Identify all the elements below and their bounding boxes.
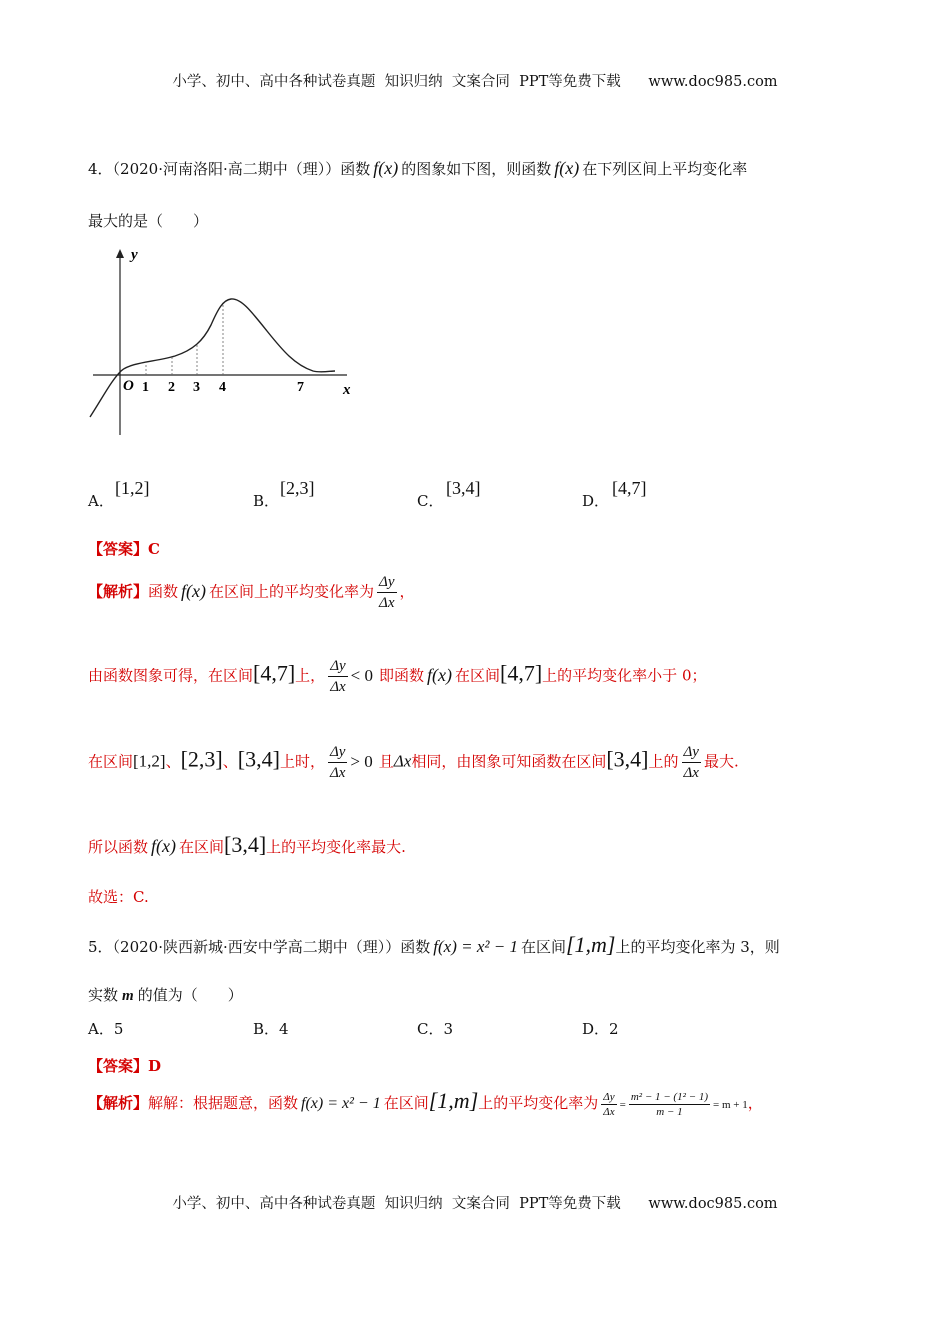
interval: [3,4] xyxy=(224,832,267,857)
x-label: x xyxy=(343,382,351,398)
q4-option-d xyxy=(582,490,609,511)
q4-analysis-line3 xyxy=(88,742,739,783)
q4-mid: 的图象如下图，则函数 xyxy=(401,160,552,178)
q4-fx-2: f(x) xyxy=(554,158,580,178)
q5-interval: [1,m] xyxy=(565,932,616,957)
var-m: m xyxy=(122,988,134,1004)
q5-analysis-line1 xyxy=(88,1088,763,1119)
q4-option-b-value: [2,3] xyxy=(280,478,315,498)
frac-num: m² − 1 − (1² − 1) xyxy=(630,1090,708,1103)
option-letter: C． xyxy=(417,1020,444,1038)
dy-dx-fraction xyxy=(682,742,701,783)
text: 、 xyxy=(222,752,238,771)
answer-tag: 【答案】 xyxy=(88,540,149,558)
tick-label: 4 xyxy=(219,380,226,395)
y-axis-arrow-icon xyxy=(116,249,124,258)
q4-function-graph xyxy=(85,245,360,445)
text: 在区间 xyxy=(179,838,225,856)
equals: = xyxy=(619,1099,626,1111)
text: 且 xyxy=(378,752,394,771)
option-letter: A． xyxy=(88,492,114,510)
dy-dx-fraction xyxy=(328,656,347,697)
q5-option-a xyxy=(88,1018,123,1039)
q5-number: 5． xyxy=(88,938,113,956)
frac-den: Δx xyxy=(379,595,395,611)
frac-num: Δy xyxy=(377,572,396,593)
text: 所以函数 xyxy=(88,838,149,856)
interval: [1,m] xyxy=(428,1088,479,1113)
text: 的值为（ ） xyxy=(137,986,243,1004)
text: 上的平均变化率最大. xyxy=(266,838,406,856)
text: 实数 xyxy=(88,986,119,1004)
q4-analysis-line5: 故选：C. xyxy=(88,888,149,906)
q5-source: （2020·陕西新城·西安中学高二期中（理））函数 xyxy=(112,938,431,956)
option-letter: B． xyxy=(253,492,280,510)
page-footer: 小学、初中、高中各种试卷真题 知识归纳 文案合同 PPT等免费下载 www.doc985.com xyxy=(172,1196,778,1212)
analysis-tag: 【解析】 xyxy=(88,582,149,601)
frac-den: Δx xyxy=(683,765,699,781)
greater-than-zero: > 0 xyxy=(350,751,373,771)
option-letter: A． xyxy=(88,1020,114,1038)
origin-label: O xyxy=(123,378,134,394)
text: 上的平均变化率为 xyxy=(478,1094,599,1112)
q4-option-c-value: [3,4] xyxy=(446,478,481,498)
q5-option-b xyxy=(253,1018,289,1039)
q4-number: 4． xyxy=(88,160,113,178)
frac-den: Δx xyxy=(329,765,346,781)
dy-dx-fraction xyxy=(377,572,396,613)
frac-num: Δy xyxy=(328,656,347,677)
answer-value: C xyxy=(148,540,160,558)
dy-dx-fraction xyxy=(601,1090,616,1119)
text: 解解：根据题意，函数 xyxy=(148,1094,299,1112)
text: ， xyxy=(747,1094,763,1112)
text: ， xyxy=(399,582,415,601)
interval: [4,7] xyxy=(253,660,296,686)
option-letter: B． xyxy=(253,1020,280,1038)
frac-num: Δy xyxy=(603,1090,615,1103)
y-label: y xyxy=(131,247,138,263)
q4-source: （2020·河南洛阳·高二期中（理））函数 xyxy=(112,160,371,178)
page-header: 小学、初中、高中各种试卷真题 知识归纳 文案合同 PPT等免费下载 www.doc985.com xyxy=(172,74,778,90)
text: 即函数 xyxy=(379,666,425,685)
q5-stem xyxy=(88,932,780,958)
interval: [2,3] xyxy=(180,746,223,772)
q5-option-c xyxy=(417,1018,453,1039)
text: 最大. xyxy=(703,752,739,771)
option-letter: C． xyxy=(417,492,444,510)
q4-option-c xyxy=(417,490,443,511)
q4-analysis-line2 xyxy=(88,656,707,697)
q4-analysis-line4 xyxy=(88,832,406,858)
text: 上的 xyxy=(648,752,679,771)
q5-tail: 上的平均变化率为 3，则 xyxy=(615,938,780,956)
option-value: 2 xyxy=(609,1020,619,1038)
text: 、 xyxy=(165,752,181,771)
interval: [3,4] xyxy=(606,746,649,772)
tick-label: 1 xyxy=(142,380,149,395)
text: 相同，由图象可知函数在区间 xyxy=(411,752,607,771)
frac-den: Δx xyxy=(330,679,346,695)
text: 在区间上的平均变化率为 xyxy=(209,582,375,601)
option-letter: D． xyxy=(582,1020,610,1038)
answer-value: D xyxy=(148,1057,162,1075)
option-value: 3 xyxy=(443,1020,454,1038)
option-value: 4 xyxy=(279,1020,289,1038)
option-letter: D． xyxy=(582,492,610,510)
text: 上时， xyxy=(279,752,325,771)
tick-label: 7 xyxy=(297,380,304,395)
frac-den: m − 1 xyxy=(656,1105,683,1118)
function-curve xyxy=(90,299,335,417)
frac-den: Δx xyxy=(603,1105,615,1118)
q5-option-d xyxy=(582,1018,619,1039)
text: 在区间 xyxy=(88,752,134,771)
q4-answer xyxy=(88,538,160,559)
q5-mid: 在区间 xyxy=(520,938,566,956)
q5-stem-line2 xyxy=(88,984,243,1005)
q4-stem-line2: 最大的是（ ） xyxy=(88,212,209,230)
q4-analysis-line1 xyxy=(88,572,415,613)
answer-tag: 【答案】 xyxy=(88,1057,149,1075)
result: = m + 1 xyxy=(712,1099,748,1111)
tick-label: 3 xyxy=(193,380,200,395)
q4-option-a-value: [1,2] xyxy=(115,478,150,498)
text: 由函数图象可得，在区间 xyxy=(88,666,254,685)
fx: f(x) xyxy=(151,836,176,856)
q4-tail: 在下列区间上平均变化率 xyxy=(582,160,748,178)
text: 上， xyxy=(295,666,326,685)
tick-label: 2 xyxy=(168,380,175,395)
fx: f(x) = x² − 1 xyxy=(301,1095,381,1112)
interval: [1,2] xyxy=(133,751,166,771)
frac-num: Δy xyxy=(682,742,701,763)
option-value: 5 xyxy=(113,1020,124,1038)
delta-x: Δx xyxy=(393,751,412,771)
expanded-fraction xyxy=(629,1090,710,1119)
interval: [3,4] xyxy=(237,746,280,772)
fx: f(x) xyxy=(427,664,452,685)
fx: f(x) xyxy=(181,580,207,601)
text: 上的平均变化率小于 0； xyxy=(542,666,707,685)
less-than-zero: < 0 xyxy=(350,665,373,685)
text: 在区间 xyxy=(383,1094,429,1112)
dy-dx-fraction xyxy=(328,742,347,783)
text: 函数 xyxy=(148,582,179,601)
frac-num: Δy xyxy=(328,742,347,763)
q4-fx: f(x) xyxy=(373,158,399,178)
interval: [4,7] xyxy=(500,660,543,686)
q4-stem xyxy=(88,158,747,179)
analysis-tag: 【解析】 xyxy=(88,1094,149,1112)
q5-fx: f(x) = x² − 1 xyxy=(433,937,518,956)
q4-option-d-value: [4,7] xyxy=(612,478,647,498)
text: 在区间 xyxy=(455,666,501,685)
q4-option-a xyxy=(88,490,114,511)
q4-option-b xyxy=(253,490,279,511)
q5-answer xyxy=(88,1055,161,1076)
